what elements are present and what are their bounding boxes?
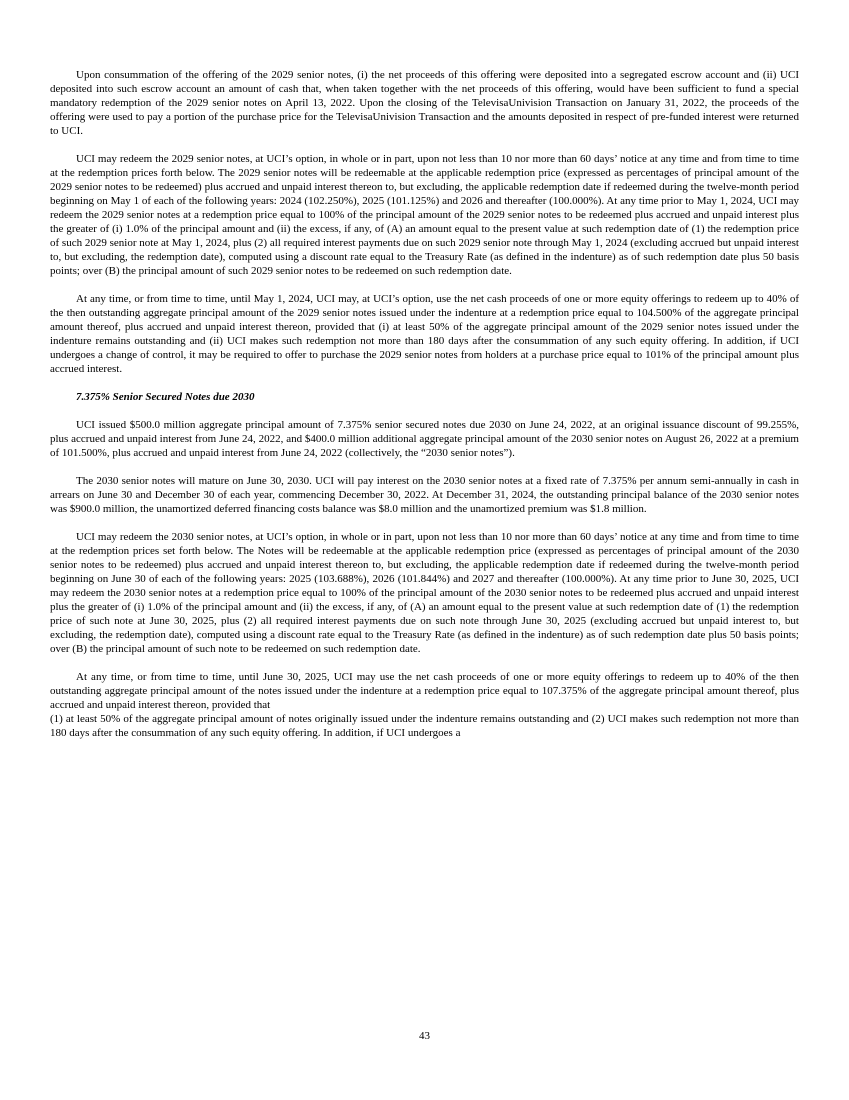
paragraph-escrow-proceeds: Upon consummation of the offering of the 2029 senior notes, (i) the net proceeds of this offering were deposited into a segregated escrow account and (ii) UCI deposited into such escrow account an amount of cash that, when taken together with the net proceeds of this offering, would have been sufficient to fund a special mandatory redemption of the 2029 senior notes on April 13, 2022. Upon the closing of the TelevisaUnivision Transaction on January 31, 2022, the proceeds of the offering were used to pay a portion of the purchase price for the TelevisaUnivision Transaction and the amounts deposited in respect of pre-funded interest were returned to UCI. bbox=[50, 69, 799, 137]
paragraph-2029-optional-redemption: UCI may redeem the 2029 senior notes, at UCI’s option, in whole or in part, upon not less than 10 nor more than 60 days’ notice at any time and from time to time at the redemption prices forth below. The 2029 senior notes will be redeemable at the applicable redemption price (expressed as percentages of principal amount of the 2029 senior notes to be redeemed) plus accrued and unpaid interest thereon to, but excluding, the applicable redemption date if redeemed during the twelve-month period beginning on May 1 of each of the following years: 2024 (102.250%), 2025 (101.125%) and 2026 and thereafter (100.000%). At any time prior to May 1, 2024, UCI may redeem the 2029 senior notes at a redemption price equal to 100% of the principal amount of the 2029 senior notes to be redeemed plus accrued and unpaid interest plus the greater of (i) 1.0% of the principal amount and (ii) the excess, if any, of (A) an amount equal to the present value at such redemption date of (1) the redemption price of such 2029 senior note at May 1, 2024, plus (2) all required interest payments due on such 2029 senior note through May 1, 2024 (excluding accrued but unpaid interest to, but excluding, the redemption date), computed using a discount rate equal to the Treasury Rate (as defined in the indenture) as of such redemption date plus 50 basis points; over (B) the principal amount of such 2029 senior notes to be redeemed on such redemption date. bbox=[50, 153, 799, 277]
paragraph-2030-issuance: UCI issued $500.0 million aggregate principal amount of 7.375% senior secured notes due 2030 on June 24, 2022, at an original issuance discount of 99.255%, plus accrued and unpaid interest from June 24, 2022, and $400.0 million additional aggregate principal amount of the 2030 senior notes on August 26, 2022 at a premium of 101.500%, plus accrued and unpaid interest from June 24, 2022 (collectively, the “2030 senior notes”). bbox=[50, 419, 799, 459]
paragraph-2030-optional-redemption: UCI may redeem the 2030 senior notes, at UCI’s option, in whole or in part, upon not less than 10 nor more than 60 days’ notice at any time and from time to time at the redemption prices set forth below. The Notes will be redeemable at the applicable redemption price (expressed as percentages of principal amount of the 2030 senior notes to be redeemed) plus accrued and unpaid interest thereon to, but excluding, the applicable redemption date if redeemed during the twelve-month period beginning on June 30 of each of the following years: 2025 (103.688%), 2026 (101.844%) and 2027 and thereafter (100.000%). At any time prior to June 30, 2025, UCI may redeem the 2030 senior notes at a redemption price equal to 100% of the principal amount of the 2030 senior notes to be redeemed plus accrued and unpaid interest plus the greater of (i) 1.0% of the principal amount and (ii) the excess, if any, of (A) an amount equal to the present value at such redemption date of (1) the redemption price of such note at June 30, 2025, plus (2) all required interest payments due on such note through June 30, 2025 (excluding accrued but unpaid interest to, but excluding, the redemption date), computed using a discount rate equal to the Treasury Rate (as defined in the indenture) as of such redemption date plus 50 basis points; over (B) the principal amount of such note to be redeemed on such redemption date. bbox=[50, 531, 799, 655]
paragraph-2030-equity-clawback: At any time, or from time to time, until June 30, 2025, UCI may use the net cash proceeds of one or more equity offerings to redeem up to 40% of the then outstanding aggregate principal amount of the notes issued under the indenture at a redemption price equal to 107.375% of the aggregate principal amount thereof, plus accrued and unpaid interest thereon, provided that bbox=[50, 671, 799, 711]
page-number: 43 bbox=[419, 1030, 430, 1042]
paragraph-2030-maturity-interest: The 2030 senior notes will mature on June 30, 2030. UCI will pay interest on the 2030 senior notes at a fixed rate of 7.375% per annum semi-annually in cash in arrears on June 30 and December 30 of each year, commencing December 30, 2022. At December 31, 2024, the outstanding principal balance of the 2030 senior notes was $900.0 million, the unamortized deferred financing costs balance was $8.0 million and the unamortized premium was $1.8 million. bbox=[50, 475, 799, 515]
paragraph-2030-equity-clawback-continued: (1) at least 50% of the aggregate principal amount of notes originally issued under the indenture remains outstanding and (2) UCI makes such redemption not more than 180 days after the consummation of any such equity offering. In addition, if UCI undergoes a bbox=[50, 713, 799, 739]
section-heading-2030-notes: 7.375% Senior Secured Notes due 2030 bbox=[76, 391, 255, 403]
document-page bbox=[50, 68, 799, 740]
paragraph-2029-equity-clawback: At any time, or from time to time, until May 1, 2024, UCI may, at UCI’s option, use the net cash proceeds of one or more equity offerings to redeem up to 40% of the then outstanding aggregate principal amount of the 2029 senior notes issued under the indenture at a redemption price equal to 104.500% of the aggregate principal amount thereof, plus accrued and unpaid interest thereon, provided that (i) at least 50% of the aggregate principal amount of the 2029 senior notes issued under the indenture remains outstanding and (ii) UCI makes such redemption not more than 180 days after the consummation of any such equity offering. In addition, if UCI undergoes a change of control, it may be required to offer to purchase the 2029 senior notes from holders at a purchase price equal to 101% of the principal amount plus accrued interest. bbox=[50, 293, 799, 375]
